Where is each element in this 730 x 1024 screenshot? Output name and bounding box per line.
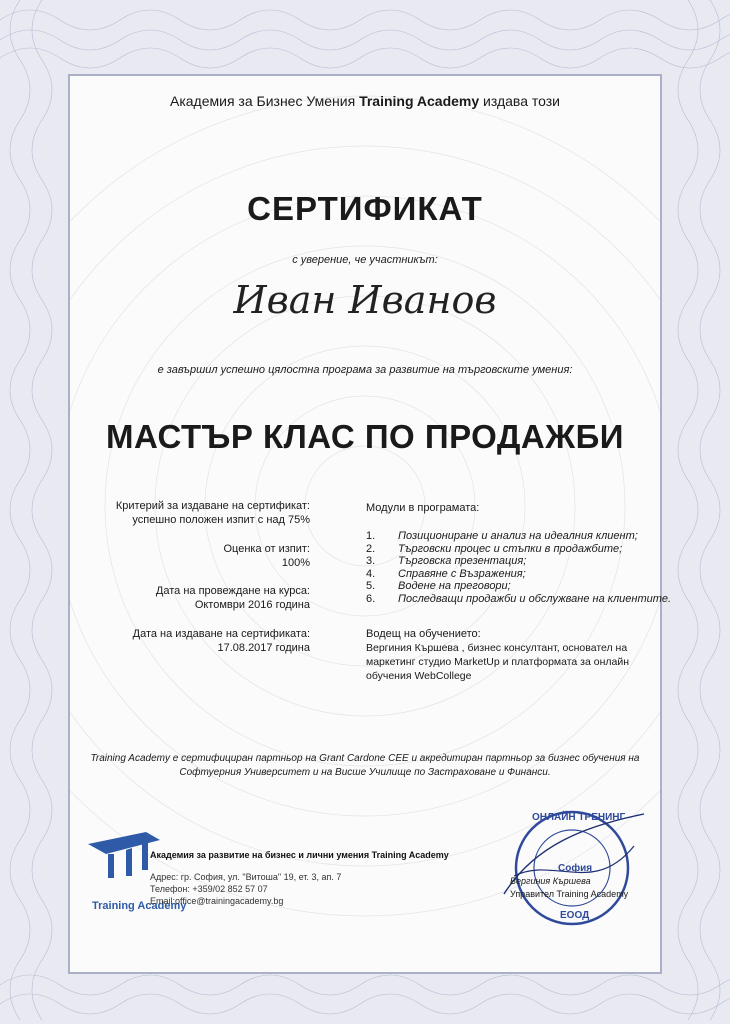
list-item <box>366 530 671 543</box>
issue-date-value: 17.08.2017 година <box>217 642 310 654</box>
list-item-number: 3. <box>366 555 376 567</box>
list-item <box>366 593 671 606</box>
score-value: 100% <box>281 557 310 569</box>
list-item-number: 4. <box>366 567 376 580</box>
list-item <box>366 568 671 581</box>
score-label: Оценка от изпит: <box>223 543 310 555</box>
list-item-number: 2. <box>366 542 376 555</box>
certificate-title: СЕРТИФИКАТ <box>247 190 483 227</box>
list-item-text: Търговски процес и стъпки в продажбите; <box>398 542 623 555</box>
issue-date-label: Дата на издаване на сертификата: <box>132 628 310 640</box>
course-date-value: Октомври 2016 година <box>194 599 310 611</box>
list-item-text: Водене на преговори; <box>398 580 511 592</box>
trainer-label: Водещ на обучението: <box>366 628 481 640</box>
issuer-brand: Training Academy <box>359 93 480 109</box>
list-item-text: Справяне с Възражения; <box>398 567 526 580</box>
stamp-top-text: ОНЛАЙН ТРЕНИНГ <box>532 812 626 823</box>
footer-email: Email:office@trainingacademy.bg <box>150 896 284 906</box>
trainer-line-1: Вергиния Кършева , бизнес консултант, основател на <box>366 642 628 654</box>
issuer-prefix: Академия за Бизнес Умения <box>170 93 360 109</box>
logo-text: Training Academy <box>92 900 187 912</box>
list-item-number: 1. <box>366 530 376 542</box>
issuer-line <box>0 93 730 109</box>
footer-address: Адрес: гр. София, ул. "Витоша" 19, ет. 3, ап. 7 <box>150 872 342 882</box>
trainer-line-2: маркетинг студио MarketUp и платформата за онлайн <box>366 656 630 668</box>
stamp-middle-text: София <box>558 863 593 874</box>
list-item <box>366 543 671 556</box>
completed-text: е завършил успешно цялостна програма за развитие на търговските умения: <box>157 364 573 376</box>
criteria-value: успешно положен изпит с над 75% <box>132 514 310 526</box>
partner-line-2: Софтуерния Университет и на Висше Училище по Застраховане и Финанси. <box>179 767 551 778</box>
course-date-label: Дата на провеждане на курса: <box>155 585 310 597</box>
course-title: МАСТЪР КЛАС ПО ПРОДАЖБИ <box>105 418 625 455</box>
modules-list <box>366 530 671 605</box>
list-item-text: Позициониране и анализ на идеалния клиент; <box>398 530 638 542</box>
signatory-role: Управител Training Academy <box>510 889 629 899</box>
list-item-number: 5. <box>366 580 376 592</box>
issuer-suffix: издава този <box>479 93 560 109</box>
stamp-bottom-text: ЕООД <box>560 910 590 921</box>
signatory-name: Вергиния Кършева <box>510 876 591 886</box>
participant-name: Иван Иванов <box>233 278 497 322</box>
list-item <box>366 580 671 593</box>
certify-text: с уверение, че участникът: <box>292 254 438 266</box>
list-item-text: Последващи продажби и обслужване на клиентите. <box>398 592 672 605</box>
footer-phone: Телефон: +359/02 852 57 07 <box>150 884 268 894</box>
list-item-text: Търговска презентация; <box>398 555 527 567</box>
modules-label: Модули в програмата: <box>366 502 480 514</box>
criteria-label: Критерий за издаване на сертификат: <box>115 500 310 512</box>
footer-org: Академия за развитие на бизнес и лични умения Training Academy <box>150 850 449 860</box>
partner-line-1: Training Academy е сертифициран партньор на Grant Cardone CEE и акредитиран партньор за бизнес обучения на <box>90 753 640 764</box>
list-item-number: 6. <box>366 592 376 605</box>
trainer-line-3: обучения WebCollege <box>366 670 472 682</box>
list-item <box>366 555 671 568</box>
